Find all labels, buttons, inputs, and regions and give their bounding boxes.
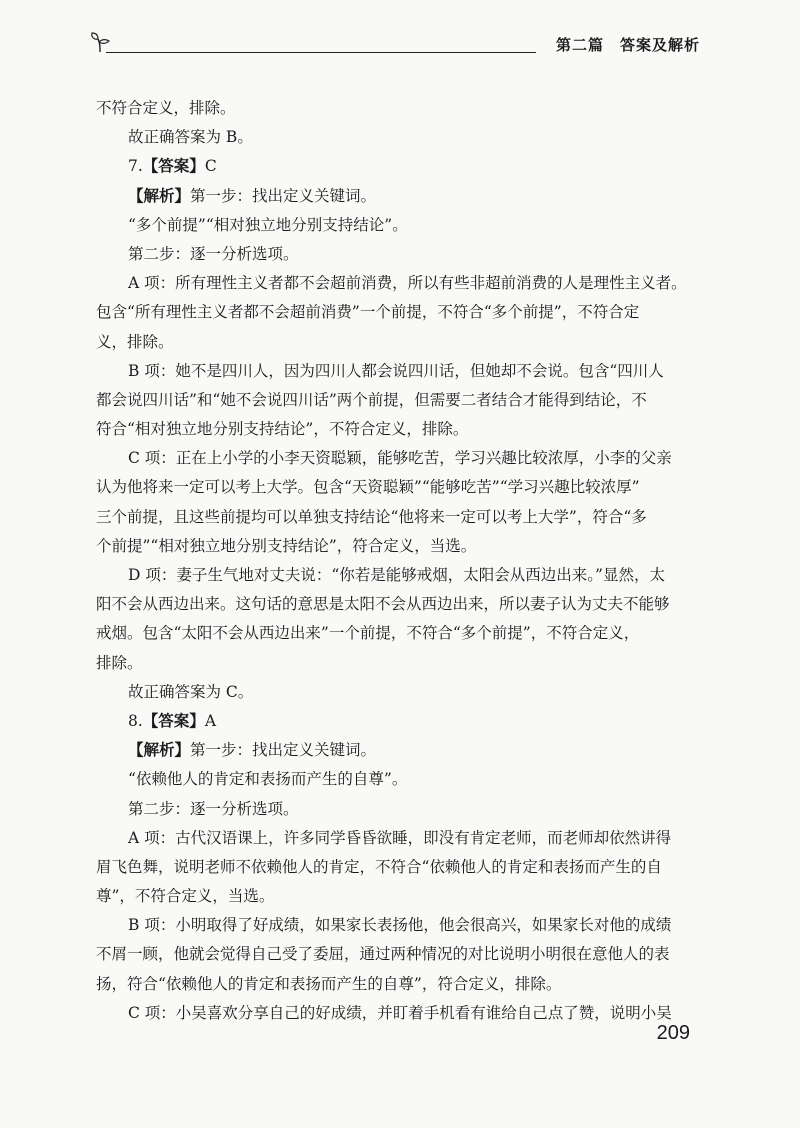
- text-line: 故正确答案为 C。: [128, 682, 254, 701]
- text-line: 认为他将来一定可以考上大学。包含“天资聪颖”“能够吃苦”“学习兴趣比较浓厚”: [96, 478, 640, 497]
- line-rest: A: [204, 711, 217, 730]
- text-line: 尊”，不符合定义，当选。: [96, 887, 275, 906]
- line-rest: 第一步：找出定义关键词。: [190, 186, 377, 205]
- text-line: 第二步：逐一分析选项。: [128, 244, 299, 263]
- text-line: “多个前提”“相对独立地分别支持结论”。: [128, 215, 408, 234]
- keyword-label: 【解析】: [128, 741, 191, 760]
- text-line: [96, 152, 696, 181]
- text-line: 阳不会从西边出来。这句话的意思是太阳不会从西边出来，所以妻子认为丈夫不能够: [96, 595, 670, 614]
- text-line: C 项：小吴喜欢分享自己的好成绩，并盯着手机看有谁给自己点了赞，说明小吴: [128, 1003, 672, 1022]
- text-line: 扬，符合“依赖他人的肯定和表扬而产生的自尊”，符合定义，排除。: [96, 974, 562, 993]
- text-line: 不符合定义，排除。: [96, 99, 236, 117]
- header-rule: [106, 52, 536, 53]
- text-line: A 项：古代汉语课上，许多同学昏昏欲睡，即没有肯定老师，而老师却依然讲得: [128, 828, 672, 847]
- keyword-label: 【答案】: [142, 711, 205, 730]
- text-line: C 项：正在上小学的小李天资聪颖，能够吃苦，学习兴趣比较浓厚，小李的父亲: [128, 449, 672, 468]
- text-line: 三个前提，且这些前提均可以单独支持结论“他将来一定可以考上大学”，符合“多: [96, 507, 647, 526]
- page-number: 209: [656, 1022, 690, 1044]
- answer-explanation-body: [96, 94, 696, 1028]
- text-line: 排除。: [96, 653, 143, 672]
- text-line: 戒烟。包含“太阳不会从西边出来”一个前提，不符合“多个前提”，不符合定义，: [96, 624, 640, 643]
- keyword-label: 【解析】: [128, 186, 191, 205]
- text-line: “依赖他人的肯定和表扬而产生的自尊”。: [128, 770, 408, 789]
- text-line: [96, 736, 696, 765]
- text-line: 第二步：逐一分析选项。: [128, 799, 299, 818]
- text-line: 符合“相对独立地分别支持结论”，不符合定义，排除。: [96, 420, 469, 439]
- sprout-ornament-icon: [88, 30, 112, 54]
- line-rest: 第一步：找出定义关键词。: [190, 741, 377, 760]
- page-header: [88, 22, 700, 62]
- line-rest: C: [204, 157, 217, 176]
- keyword-label: 【答案】: [142, 157, 205, 176]
- section-title: 第二篇 答案及解析: [555, 36, 700, 54]
- text-line: 义，排除。: [96, 332, 174, 351]
- text-line: 故正确答案为 B。: [128, 128, 253, 147]
- text-line: 个前提”“相对独立地分别支持结论”，符合定义，当选。: [96, 536, 477, 555]
- text-line: B 项：小明取得了好成绩，如果家长表扬他，他会很高兴，如果家长对他的成绩: [128, 916, 672, 935]
- text-line: [96, 707, 696, 736]
- text-line: B 项：她不是四川人，因为四川人都会说四川话，但她却不会说。包含“四川人: [128, 361, 664, 380]
- line-prefix: 7.: [128, 157, 143, 176]
- text-line: 眉飞色舞，说明老师不依赖他人的肯定，不符合“依赖他人的肯定和表扬而产生的自: [96, 857, 662, 876]
- text-line: 都会说四川话”和“她不会说四川话”两个前提，但需要二者结合才能得到结论，不: [96, 390, 647, 409]
- text-line: D 项：妻子生气地对丈夫说：“你若是能够戒烟，太阳会从西边出来。”显然，太: [128, 566, 665, 584]
- text-line: 包含“所有理性主义者都不会超前消费”一个前提，不符合“多个前提”，不符合定: [96, 303, 640, 322]
- text-line: A 项：所有理性主义者都不会超前消费，所以有些非超前消费的人是理性主义者。: [128, 274, 687, 293]
- line-prefix: 8.: [128, 711, 143, 730]
- text-line: [96, 182, 696, 211]
- text-line: 不屑一顾，他就会觉得自己受了委屈，通过两种情况的对比说明小明很在意他人的表: [96, 945, 670, 964]
